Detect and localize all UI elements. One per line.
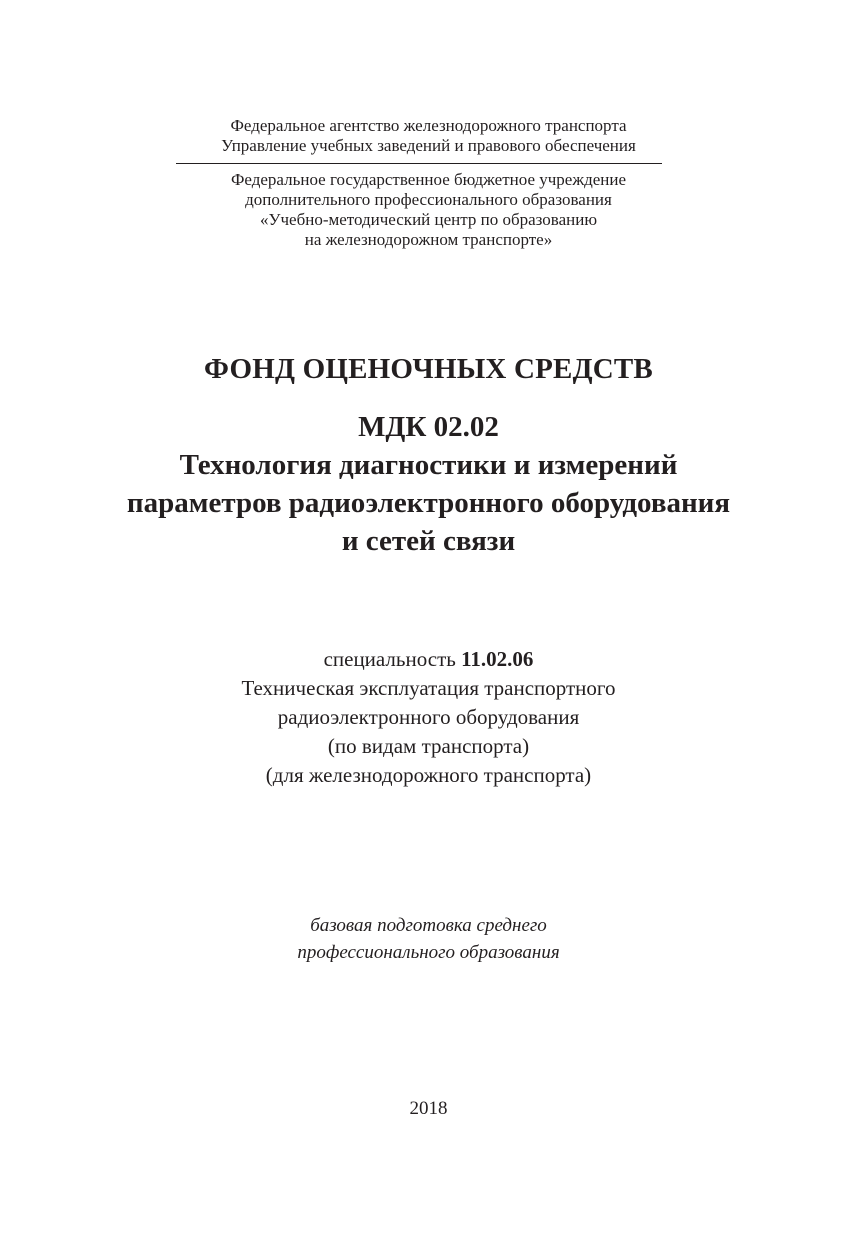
specialty-heading	[0, 645, 857, 674]
specialty-label: специальность	[323, 647, 456, 671]
training-level-line: профессионального образования	[297, 942, 560, 963]
specialty-name-line: радиоэлектронного оборудования	[277, 705, 580, 729]
header-divider	[176, 163, 662, 164]
specialty-code: 11.02.06	[461, 647, 534, 671]
agency-department: Управление учебных заведений и правового обеспечения	[221, 136, 636, 155]
agency-header	[0, 116, 857, 156]
specialty-name-line: (для железнодорожного транспорта)	[265, 763, 592, 787]
course-code: МДК 02.02	[358, 411, 499, 443]
specialty-name-line: (по видам транспорта)	[327, 734, 530, 758]
agency-name: Федеральное агентство железнодорожного транспорта	[230, 116, 627, 135]
training-level-line: базовая подготовка среднего	[310, 915, 547, 936]
publication-year: 2018	[409, 1098, 448, 1119]
institution-line: «Учебно-методический центр по образованию	[259, 210, 598, 229]
institution-line: Федеральное государственное бюджетное учреждение	[230, 170, 627, 189]
course-block	[0, 408, 857, 560]
course-name-line: Технология диагностики и измерений	[179, 449, 678, 481]
institution-header	[0, 170, 857, 250]
training-level	[0, 912, 857, 966]
institution-line: дополнительного профессионального образования	[245, 190, 612, 209]
specialty-block	[0, 645, 857, 790]
course-name-line: и сетей связи	[341, 525, 516, 557]
institution-line: на железнодорожном транспорте»	[304, 230, 553, 249]
course-name-line: параметров радиоэлектронного оборудования	[126, 487, 731, 519]
document-title: ФОНД ОЦЕНОЧНЫХ СРЕДСТВ	[204, 353, 653, 385]
specialty-name-line: Техническая эксплуатация транспортного	[241, 676, 616, 700]
